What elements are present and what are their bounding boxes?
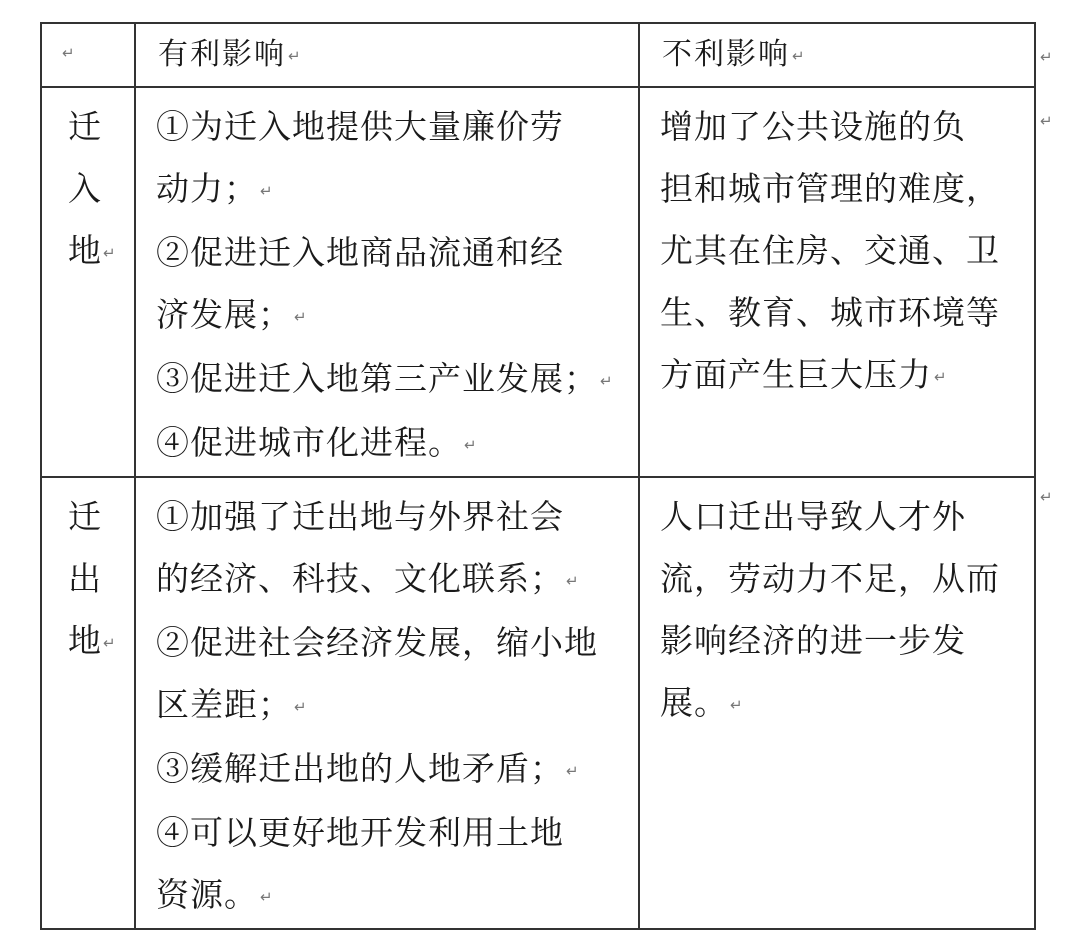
row-label-char: 地 [68,231,101,270]
row-label-char: 出 [68,559,101,598]
paragraph-mark-icon: ↵ [792,47,807,65]
advantage-line: ①加强了迁出地与外界社会 [156,497,564,536]
disadvantage-line: 生、教育、城市环境等 [660,293,1000,332]
paragraph-mark-icon: ↵ [600,372,614,390]
disadvantage-line: 尤其在住房、交通、卫 [660,231,1000,270]
advantages-cell [135,87,639,477]
paragraph-mark-icon: ↵ [260,888,274,906]
paragraph-mark-icon: ↵ [294,308,308,326]
disadvantage-line: 流，劳动力不足，从而 [660,559,1000,598]
paragraph-mark-icon: ↵ [566,762,580,780]
paragraph-mark-icon: ↵ [1040,488,1053,506]
row-label-char: 迁 [68,497,101,536]
advantage-line: ④可以更好地开发利用土地 [156,813,564,852]
header-disadvantage-label: 不利影响 [662,37,790,72]
disadvantages-cell [639,477,1035,929]
advantage-line: ④促进城市化进程。 [156,423,462,462]
paragraph-mark-icon: ↵ [934,368,948,386]
advantage-line: ①为迁入地提供大量廉价劳 [156,107,564,146]
row-label-char: 地 [68,621,101,660]
paragraph-mark-icon: ↵ [464,436,478,454]
disadvantage-line: 增加了公共设施的负 [660,107,966,146]
row-label-cell [41,477,135,929]
paragraph-mark-icon: ↵ [730,696,744,714]
advantage-line: 动力； [156,169,258,208]
disadvantage-line: 展。 [660,683,728,722]
row-label-cell [41,87,135,477]
table-row-immigration [41,87,1035,477]
row-label-char: 迁 [68,107,101,146]
paragraph-mark-icon: ↵ [62,44,75,62]
advantage-line: 资源。 [156,875,258,914]
paragraph-mark-icon: ↵ [103,244,116,262]
advantages-cell [135,477,639,929]
disadvantage-line: 人口迁出导致人才外 [660,497,966,536]
advantage-line: ②促进迁入地商品流通和经 [156,233,564,272]
advantage-line: ③缓解迁出地的人地矛盾； [156,749,564,788]
paragraph-mark-icon: ↵ [1040,48,1053,66]
advantage-line: 济发展； [156,295,292,334]
header-advantage-label: 有利影响 [158,37,286,72]
advantage-line: 的经济、科技、文化联系； [156,559,564,598]
advantage-line: ③促进迁入地第三产业发展； [156,359,598,398]
disadvantage-line: 影响经济的进一步发 [660,621,966,660]
header-blank-cell [41,23,135,87]
migration-impact-table [40,22,1036,930]
paragraph-mark-icon: ↵ [103,634,116,652]
paragraph-mark-icon: ↵ [294,698,308,716]
header-advantage-cell [135,23,639,87]
paragraph-mark-icon: ↵ [288,47,303,65]
paragraph-mark-icon: ↵ [260,182,274,200]
disadvantage-line: 方面产生巨大压力 [660,355,932,394]
disadvantages-cell [639,87,1035,477]
advantage-line: ②促进社会经济发展，缩小地 [156,623,598,662]
row-label-char: 入 [68,169,101,208]
paragraph-mark-icon: ↵ [566,572,580,590]
disadvantage-line: 担和城市管理的难度， [660,169,1000,208]
table-row-emigration [41,477,1035,929]
header-disadvantage-cell [639,23,1035,87]
paragraph-mark-icon: ↵ [1040,112,1053,130]
table-header-row [41,23,1035,87]
advantage-line: 区差距； [156,685,292,724]
